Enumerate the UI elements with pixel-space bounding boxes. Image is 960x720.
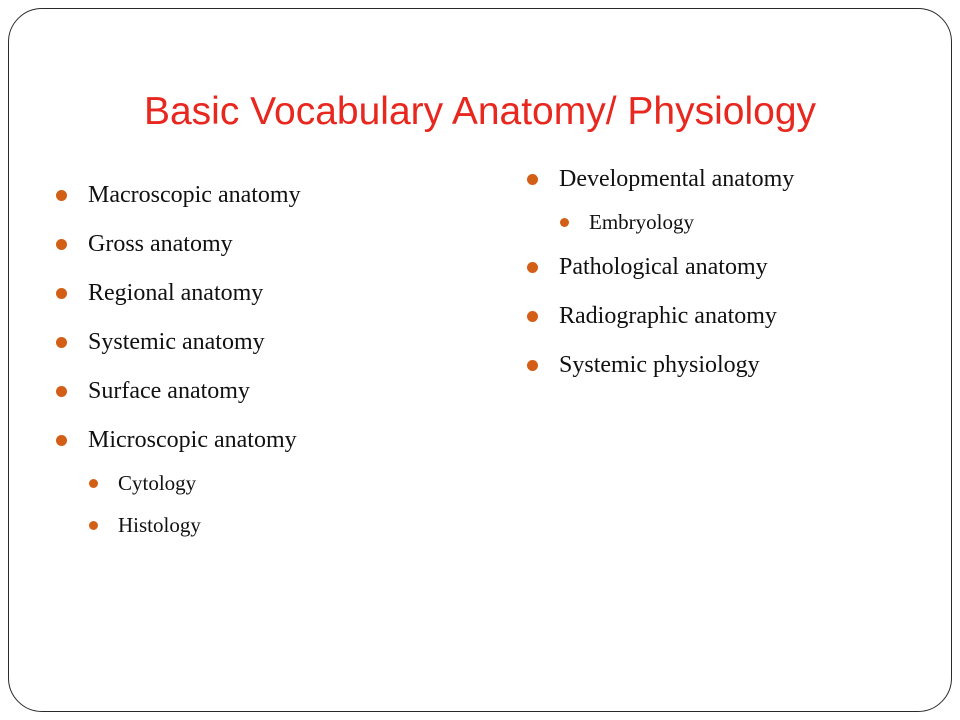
slide-title: Basic Vocabulary Anatomy/ Physiology: [143, 90, 817, 133]
list-item: [527, 165, 794, 193]
list-item: [527, 351, 794, 379]
sub-list-item-label: Cytology: [118, 471, 197, 495]
bullet-icon: [56, 288, 67, 299]
list-item-label: Gross anatomy: [88, 231, 233, 257]
bullet-icon: [89, 479, 98, 488]
sub-list-item: [527, 209, 794, 235]
list-item-label: Systemic physiology: [559, 352, 760, 378]
bullet-icon: [56, 435, 67, 446]
bullet-icon: [89, 521, 98, 530]
sub-list-item-label: Embryology: [589, 210, 694, 234]
list-item: [527, 302, 794, 330]
list-item: [56, 377, 301, 405]
bullet-icon: [56, 239, 67, 250]
bullet-icon: [527, 174, 538, 185]
bullet-icon: [560, 218, 569, 227]
sub-list-item-label: Histology: [118, 513, 201, 537]
bullet-icon: [527, 360, 538, 371]
sub-list-item: [56, 512, 301, 538]
list-item-label: Developmental anatomy: [559, 166, 795, 192]
left-bullet-list: [56, 181, 301, 538]
bullet-icon: [527, 262, 538, 273]
bullet-icon: [527, 311, 538, 322]
list-item-label: Regional anatomy: [88, 280, 264, 306]
right-bullet-list: [527, 165, 794, 379]
list-item-label: Systemic anatomy: [88, 329, 265, 355]
list-item: [56, 426, 301, 454]
list-item-label: Pathological anatomy: [559, 254, 768, 280]
list-item-label: Radiographic anatomy: [559, 303, 777, 329]
list-item: [56, 328, 301, 356]
sub-list-item: [56, 470, 301, 496]
bullet-icon: [56, 386, 67, 397]
list-item: [56, 230, 301, 258]
bullet-icon: [56, 190, 67, 201]
list-item-label: Macroscopic anatomy: [88, 182, 301, 208]
bullet-icon: [56, 337, 67, 348]
list-item-label: Microscopic anatomy: [88, 427, 297, 453]
list-item: [527, 253, 794, 281]
list-item: [56, 181, 301, 209]
list-item: [56, 279, 301, 307]
list-item-label: Surface anatomy: [88, 378, 250, 404]
